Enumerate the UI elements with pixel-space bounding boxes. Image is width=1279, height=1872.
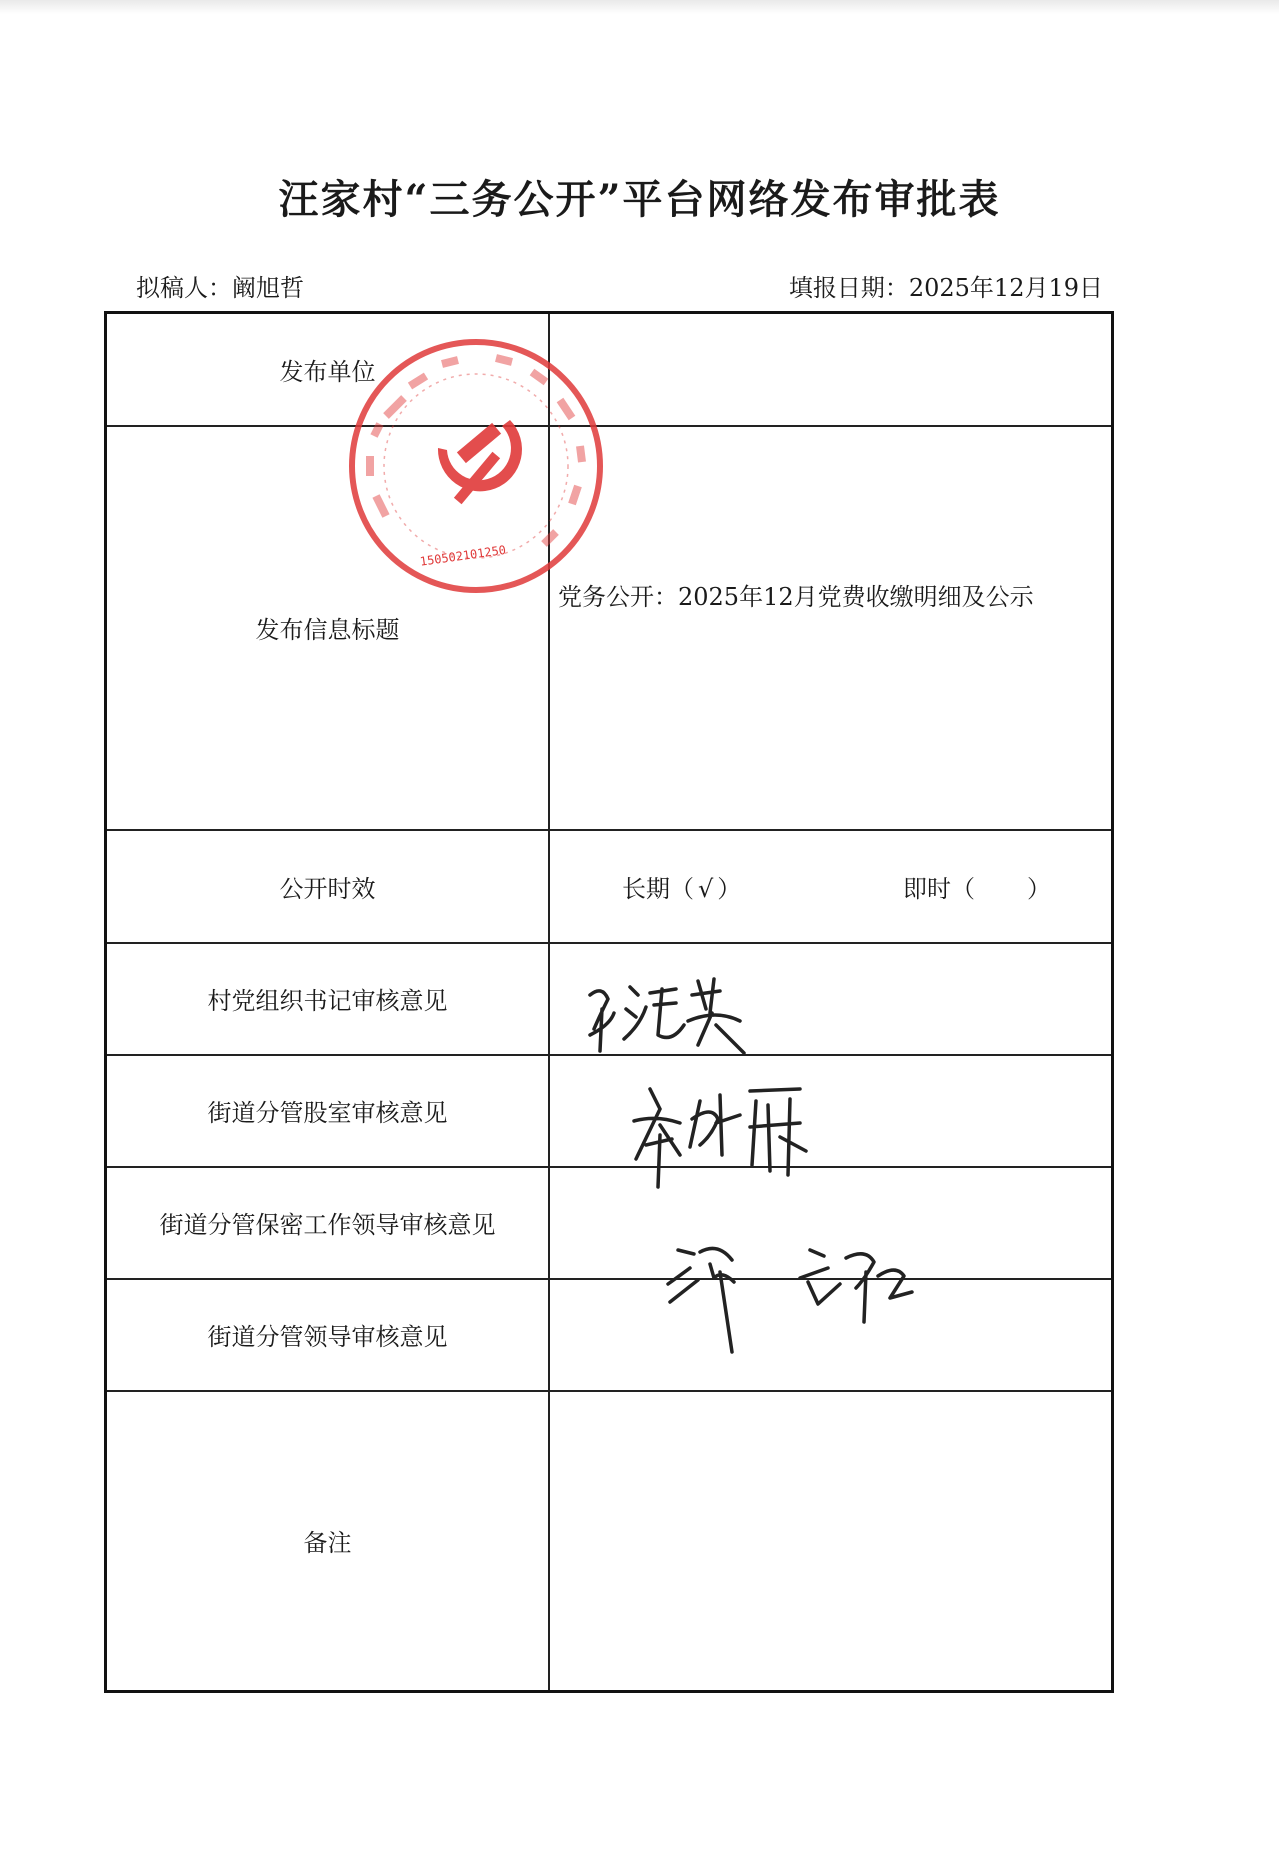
publish-unit-value <box>549 313 1113 426</box>
row-remarks <box>106 1391 1113 1692</box>
signature-street-secrecy <box>660 1232 940 1362</box>
village-secretary-label: 村党组织书记审核意见 <box>106 943 550 1055</box>
signature-street-dept <box>620 1075 820 1195</box>
remarks-label: 备注 <box>106 1391 550 1692</box>
drafter: 拟稿人：阚旭哲 <box>136 274 304 302</box>
info-title-value: 党务公开：2025年12月党费收缴明细及公示 <box>558 582 1034 611</box>
document-title: 汪家村“三务公开”平台网络发布审批表 <box>278 176 1001 223</box>
info-title-cell <box>549 426 1113 830</box>
party-seal-stamp <box>346 336 606 596</box>
row-street-dept <box>106 1055 1113 1167</box>
publish-period-label: 公开时效 <box>106 830 550 943</box>
street-leader-label: 街道分管领导审核意见 <box>106 1279 550 1391</box>
hammer-and-sickle-icon <box>438 420 522 504</box>
row-publish-period <box>106 830 1113 943</box>
row-street-leader <box>106 1279 1113 1391</box>
row-publish-unit <box>106 313 1113 426</box>
publish-unit-label: 发布单位 <box>106 313 550 426</box>
publish-period-options <box>549 830 1113 943</box>
scan-top-shadow <box>0 0 1279 14</box>
fill-date: 填报日期：2025年12月19日 <box>788 274 1103 302</box>
remarks-value <box>549 1391 1113 1692</box>
instant-option: 即时（ ） <box>903 874 1051 903</box>
signature-village-secretary <box>580 965 760 1065</box>
seal-number: 150502101250 <box>419 542 507 569</box>
row-street-secrecy <box>106 1167 1113 1279</box>
row-info-title <box>106 426 1113 830</box>
street-secrecy-label: 街道分管保密工作领导审核意见 <box>106 1167 550 1279</box>
long-term-option: 长期（ √ ） <box>622 874 742 903</box>
long-term-checkmark: √ <box>698 874 714 903</box>
street-dept-label: 街道分管股室审核意见 <box>106 1055 550 1167</box>
info-title-label: 发布信息标题 <box>106 426 550 830</box>
